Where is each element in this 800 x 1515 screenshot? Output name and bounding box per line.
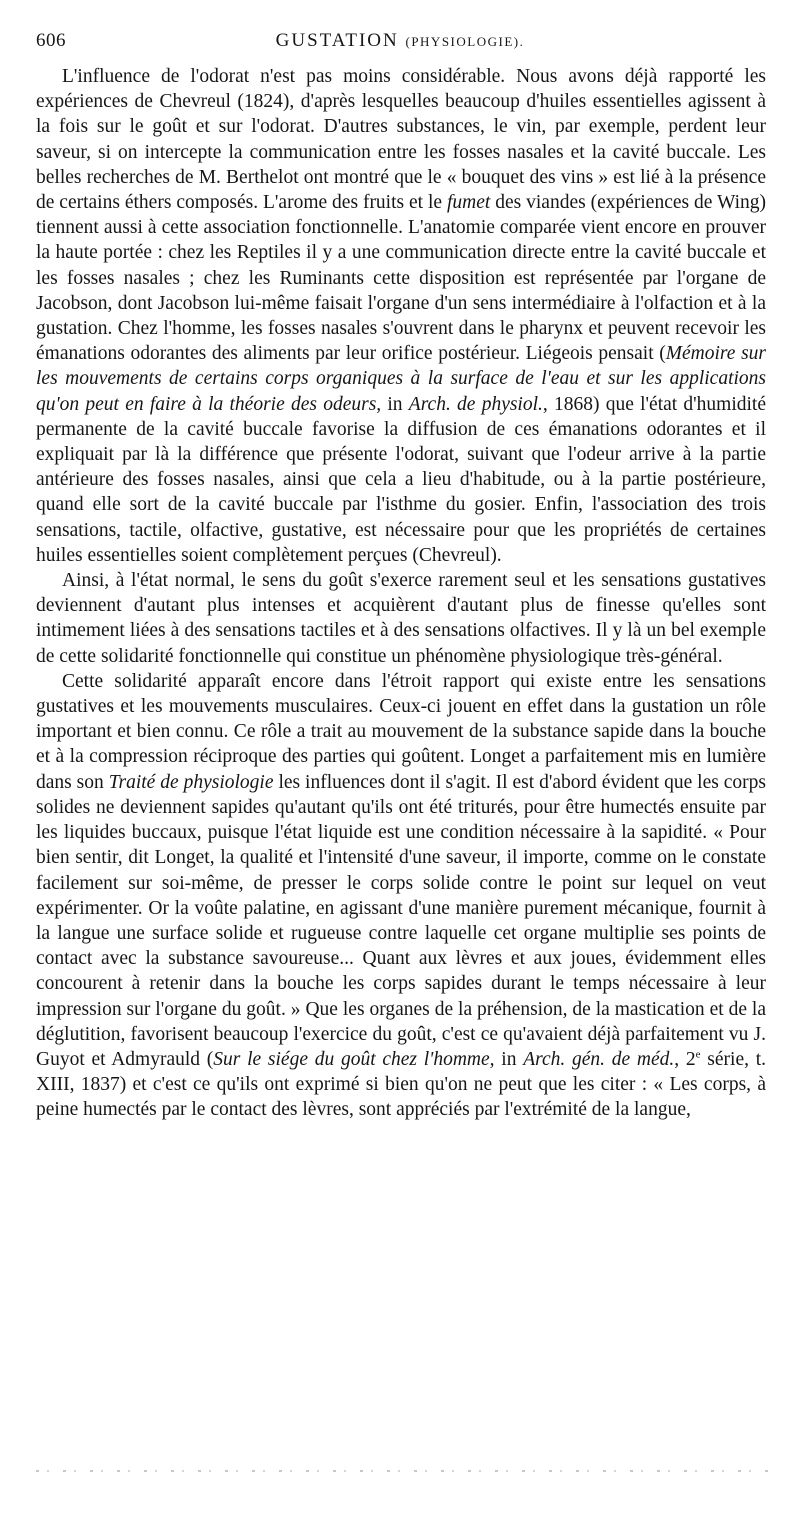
running-header (36, 30, 764, 56)
text-run: Ainsi, à l'état normal, le sens du goût s'exerce rarement seul et les sensations gustatives deviennent d'autant plus intenses et acquièrent d'autant plus de finesse qu'elles sont intimement liées à des sensations tactiles et à des sensations olfactives. Il y là un bel exemple de cette solidarité fonctionnelle qui constitue un phénomène physiologique très-général. (36, 570, 766, 667)
text-run: des viandes (expériences de Wing) tiennent aussi à cette association fonctionnelle. L'anatomie comparée vient encore en prouver la haute portée : chez les Reptiles il y a une communication directe entre la cavité buccale et les fosses nasales ; chez les Ruminants cette disposition est représentée par l'organe de Jacobson, dont Jacobson lui-même faisait l'organe d'un sens intermédiaire à l'olfaction et à la gustation. Chez l'homme, les fosses nasales s'ouvrent dans le pharynx et peuvent recevoir les émanations odorantes des aliments par leur orifice postérieur. Liégeois pensait ( (36, 192, 767, 365)
italic-title-text: Arch. de physiol. (408, 393, 543, 415)
paragraph (36, 669, 766, 1123)
text-run: série, t. XIII, 1837) et c'est ce qu'ils ont exprimé si bien qu'on ne peut que les citer : « Les corps, à peine humectés par le contact des lèvres, sont appréciés par l'extrémité de la langue, (36, 1048, 767, 1121)
paragraph (36, 64, 766, 568)
text-run: in (381, 393, 409, 415)
text-run: Cette solidarité apparaît encore dans l'étroit rapport qui existe entre les sensations gustatives et les mouvements musculaires. Ceux-ci jouent en effet dans la gustation un rôle important et bien connu. Ce rôle a trait au mouvement de la substance sapide dans la bouche et à la compression réciproque des parties qui goûtent. Longet a parfaitement mis en lumière dans son (36, 670, 766, 793)
italic-title-text: Mémoire sur les mouvements de certains corps organiques à la surface de l'eau et sur les applications qu'on peut en faire à la théorie des odeurs, (36, 343, 766, 415)
italic-title-text: Arch. gén. de méd. (523, 1048, 675, 1070)
text-run: les influences dont il s'agit. Il est d'abord évident que les corps solides ne deviennent sapides qu'autant qu'ils ont été triturés, pour être humectés ensuite par les liquides buccaux, puisque l'état liquide est une condition nécessaire à la sapidité. « Pour bien sentir, dit Longet, la qualité et l'intensité d'une saveur, il importe, comme on le constate facilement sur soi-même, de presser le corps solide contre le point sur lequel on veut expérimenter. Or la voûte palatine, en agissant d'une manière purement mécanique, fournit à la langue une surface solide et rugueuse contre laquelle cet organe multiplie ses points de contact avec la substance savoureuse... Quant aux lèvres et aux joues, évidemment elles concourent à retenir dans la bouche les corps sapides durant le temps nécessaire à leur impression sur l'organe du goût. » Que les organes de la préhension, de la mastication et de la déglutition, favorisent beaucoup l'exercice du goût, c'est ce qu'avaient déjà parfaitement vu J. Guyot et Admyrauld ( (36, 771, 766, 1070)
body-text (36, 64, 766, 1123)
text-run: L'influence de l'odorat n'est pas moins considérable. Nous avons déjà rapporté les expériences de Chevreul (1824), d'après lesquelles beaucoup d'huiles essentielles agissent à la fois sur le goût et sur l'odorat. D'autres substances, le vin, par exemple, perdent leur saveur, si on intercepte la communication entre les fosses nasales et la cavité buccale. Les belles recherches de M. Berthelot ont montré que le « bouquet des vins » est lié à la présence de certains éthers composés. L'arome des fruits et le (36, 66, 766, 214)
running-title (36, 30, 764, 52)
paragraph (36, 568, 766, 669)
header-subtitle: (PHYSIOLOGIE). (405, 34, 525, 49)
page-number: 606 (36, 30, 66, 51)
italic-title-text: Sur le siége du goût chez l'homme, (213, 1048, 495, 1070)
text-run: in (494, 1048, 524, 1070)
text-run: , 1868) que l'état d'humidité permanente de la cavité buccale favorise la diffusion de ces émanations odorantes et il expliquait par là la différence que présente l'odorat, suivant que l'odeur arrive à la partie antérieure des fosses nasales, ainsi que cela a lieu d'habitude, ou à la partie postérieure, quand elle sort de la cavité buccale par l'isthme du gosier. Enfin, l'association des trois sensations, tactile, olfactive, gustative, est nécessaire pour que les propriétés de certaines huiles essentielles soient complètement perçues (Chevreul). (36, 393, 766, 566)
italic-title-text: Traité de physiologie (108, 771, 274, 793)
italic-title-text: fumet (446, 192, 491, 214)
scan-speckle-artifact (36, 1470, 776, 1472)
superscript-text: e (695, 1048, 701, 1061)
text-run: , 2 (674, 1048, 696, 1070)
header-title: GUSTATION (275, 30, 399, 51)
